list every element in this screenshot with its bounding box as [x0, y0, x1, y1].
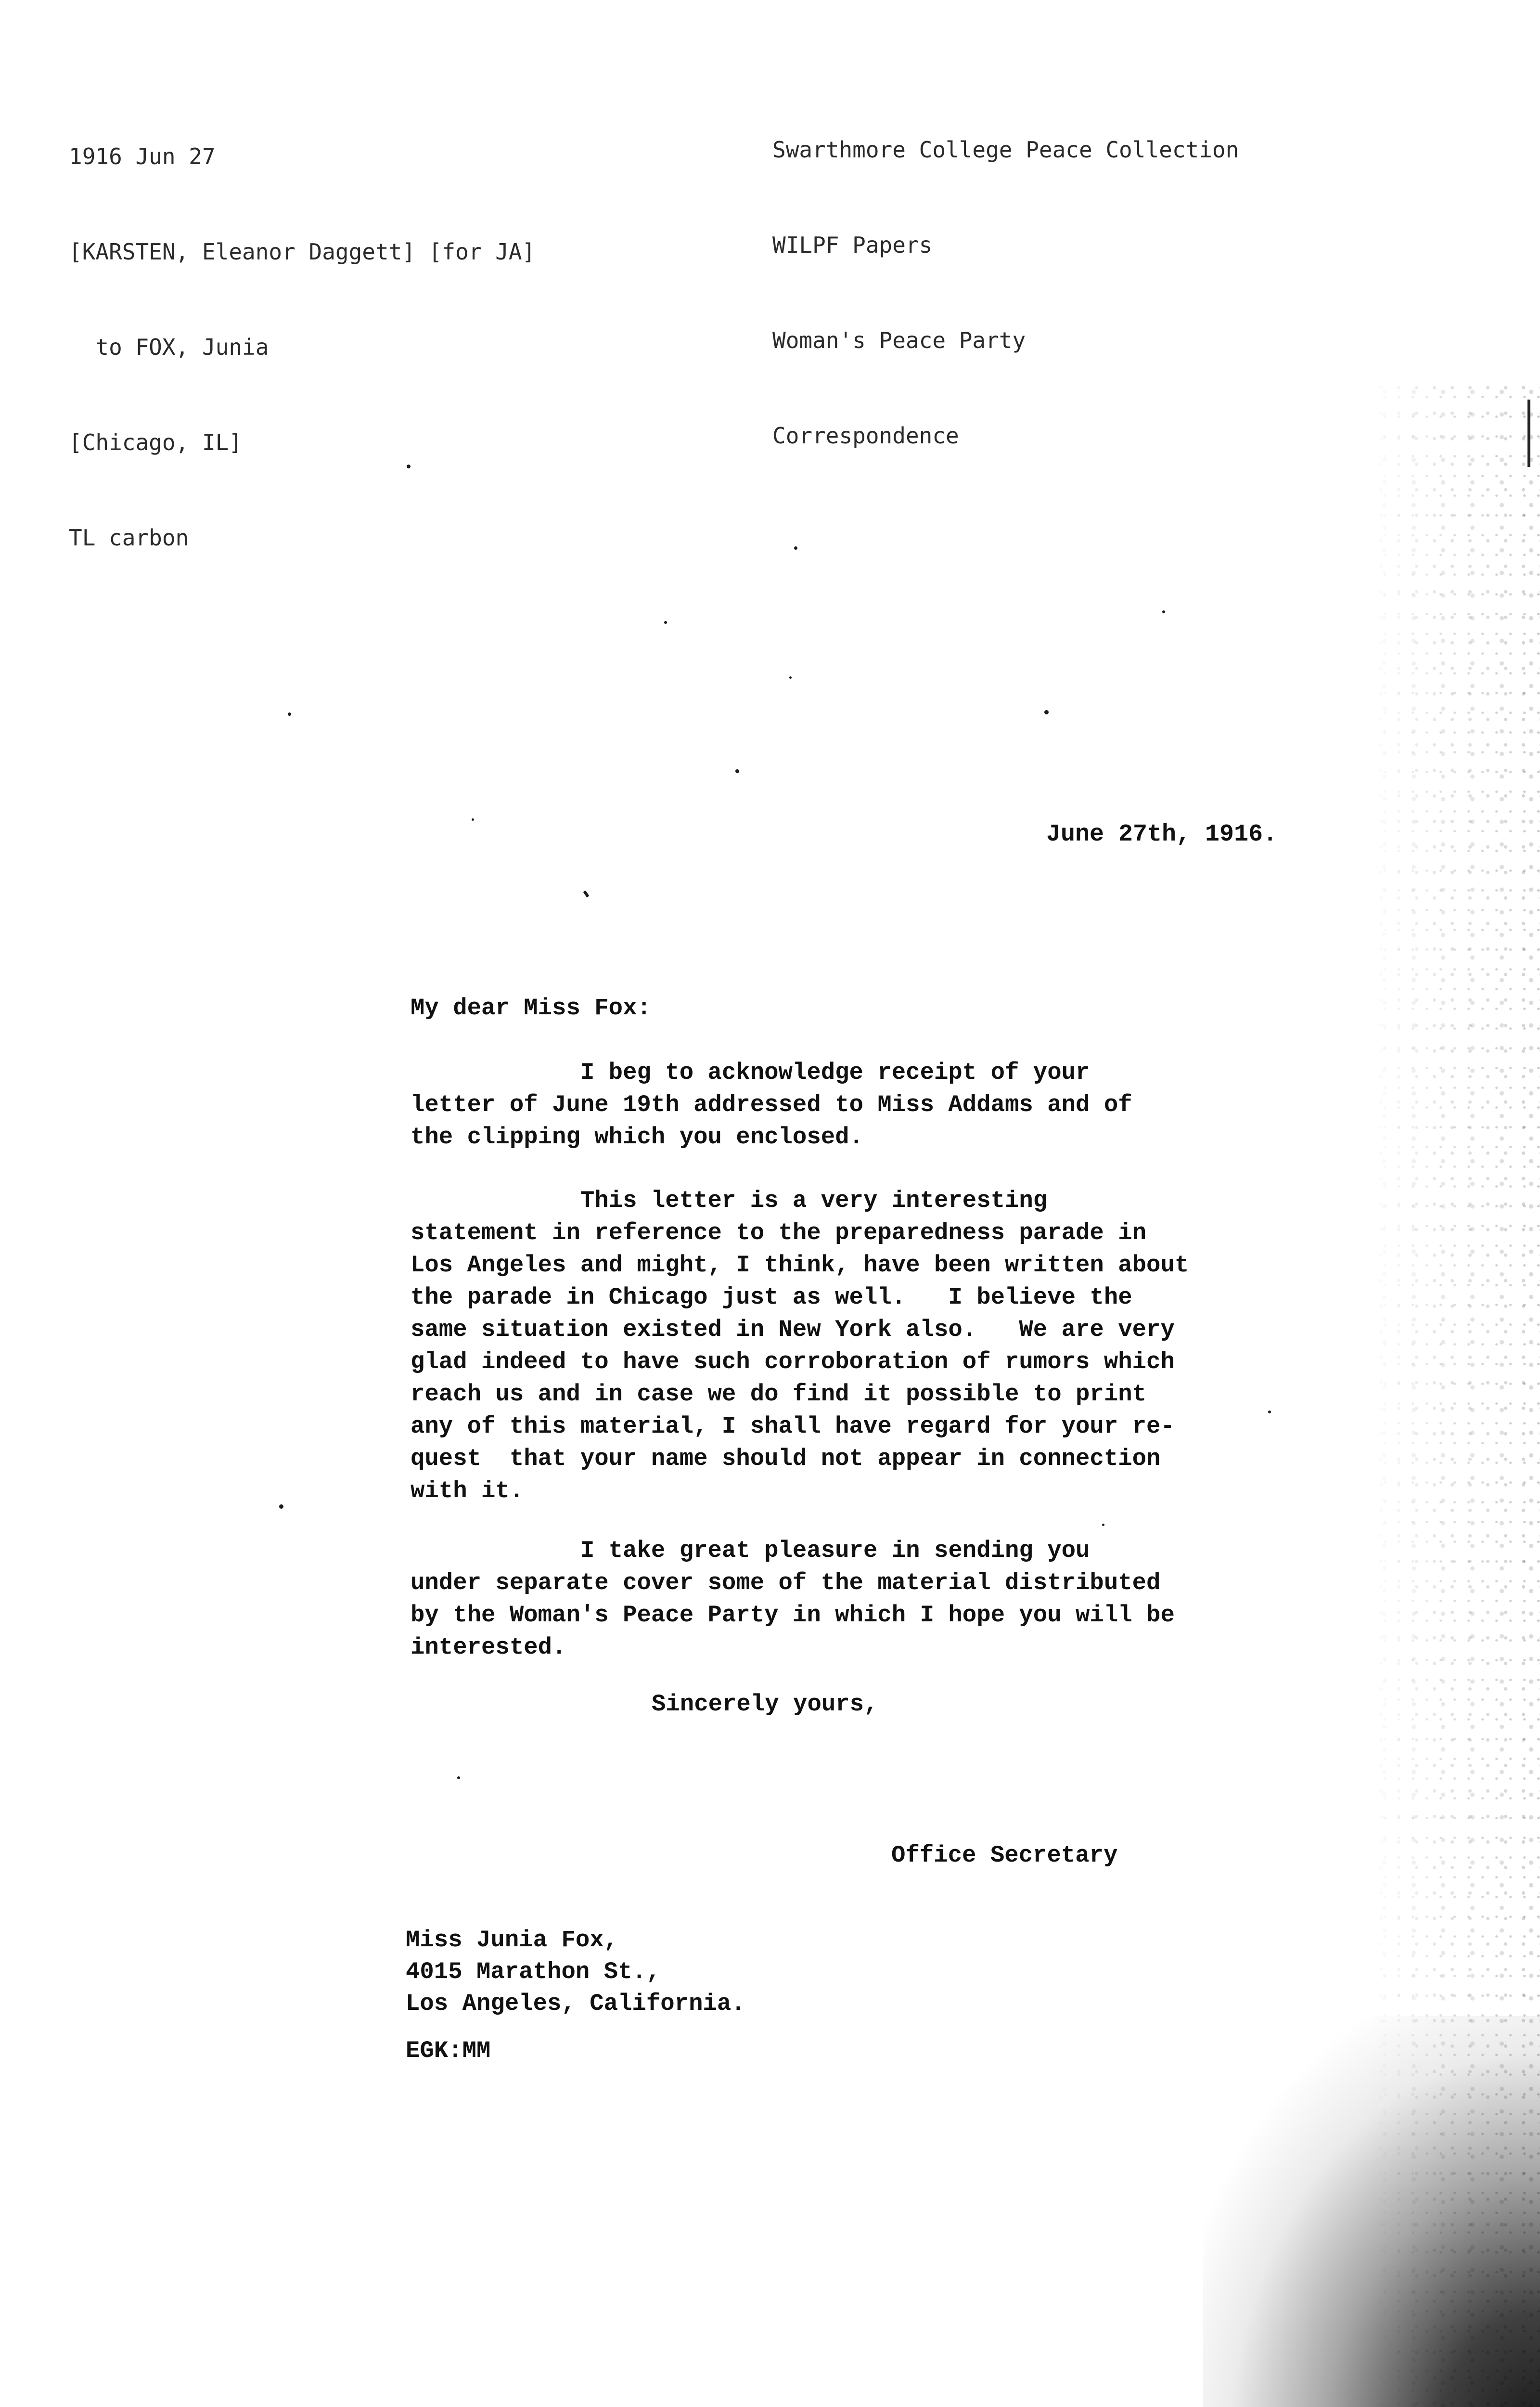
paragraph-line: Los Angeles and might, I think, have been written about	[411, 1252, 1189, 1279]
letter-paragraph-2	[411, 1185, 1189, 1507]
collection-subseries-line: Correspondence	[772, 423, 959, 449]
recipient-address	[406, 1924, 745, 2019]
scan-speck	[457, 1776, 460, 1779]
paragraph-line: quest that your name should not appear in connection	[411, 1445, 1161, 1472]
archive-recipient-line: to FOX, Junia	[69, 334, 269, 360]
scan-speck	[789, 676, 792, 679]
typist-initials: EGK:MM	[406, 2037, 491, 2064]
scan-speck	[583, 891, 590, 898]
scan-speck	[794, 546, 797, 550]
paragraph-line: interested.	[411, 1634, 566, 1661]
paragraph-line: glad indeed to have such corroboration of rumors which	[411, 1348, 1175, 1375]
scan-speck	[1102, 1524, 1104, 1526]
scan-speck	[407, 465, 411, 468]
scan-speck	[664, 621, 667, 624]
scan-speck	[1044, 710, 1049, 714]
paragraph-line: letter of June 19th addressed to Miss Addams and of	[411, 1091, 1132, 1118]
collection-name-line: Swarthmore College Peace Collection	[772, 137, 1239, 163]
paragraph-line: under separate cover some of the material distributed	[411, 1569, 1161, 1596]
letter-paragraph-3	[411, 1535, 1175, 1664]
letter-closing: Sincerely yours,	[652, 1691, 878, 1718]
paragraph-line: with it.	[411, 1477, 524, 1504]
paragraph-line: I take great pleasure in sending you	[411, 1537, 1090, 1564]
scan-corner-shadow	[1203, 2016, 1540, 2407]
letter-salutation: My dear Miss Fox:	[411, 995, 651, 1022]
letter-paragraph-1	[411, 1057, 1132, 1153]
address-line: Miss Junia Fox,	[406, 1927, 618, 1954]
letter-date: June 27th, 1916.	[1046, 821, 1278, 848]
address-line: 4015 Marathon St.,	[406, 1958, 661, 1985]
scan-speck	[735, 769, 739, 773]
paragraph-line: the parade in Chicago just as well. I believe the	[411, 1284, 1132, 1311]
paragraph-line: statement in reference to the preparedness parade in	[411, 1219, 1147, 1246]
scan-speck	[288, 712, 291, 716]
archive-date-line: 1916 Jun 27	[69, 143, 216, 169]
paragraph-line: any of this material, I shall have regard for your re-	[411, 1413, 1175, 1440]
paragraph-line: reach us and in case we do find it possible to print	[411, 1381, 1147, 1408]
archive-place-line: [Chicago, IL]	[69, 429, 243, 455]
letter-signature: Office Secretary	[891, 1842, 1118, 1869]
paragraph-line: the clipping which you enclosed.	[411, 1124, 863, 1151]
scan-speck	[472, 818, 474, 821]
paragraph-line: same situation existed in New York also. We are very	[411, 1316, 1175, 1343]
collection-papers-line: WILPF Papers	[772, 232, 933, 258]
paragraph-line: This letter is a very interesting	[411, 1187, 1048, 1214]
archive-format-line: TL carbon	[69, 525, 189, 551]
address-line: Los Angeles, California.	[406, 1990, 745, 2017]
paragraph-line: I beg to acknowledge receipt of your	[411, 1059, 1090, 1086]
archive-author-line: [KARSTEN, Eleanor Daggett] [for JA]	[69, 239, 536, 265]
archive-collection-info	[772, 70, 1239, 483]
scan-speck	[1268, 1411, 1271, 1413]
scan-edge-mark	[1527, 400, 1530, 467]
archive-catalog-entry	[69, 77, 535, 585]
paragraph-line: by the Woman's Peace Party in which I hope you will be	[411, 1602, 1175, 1629]
scan-speck	[1162, 610, 1165, 613]
scan-speck	[279, 1504, 283, 1509]
collection-series-line: Woman's Peace Party	[772, 327, 1026, 353]
